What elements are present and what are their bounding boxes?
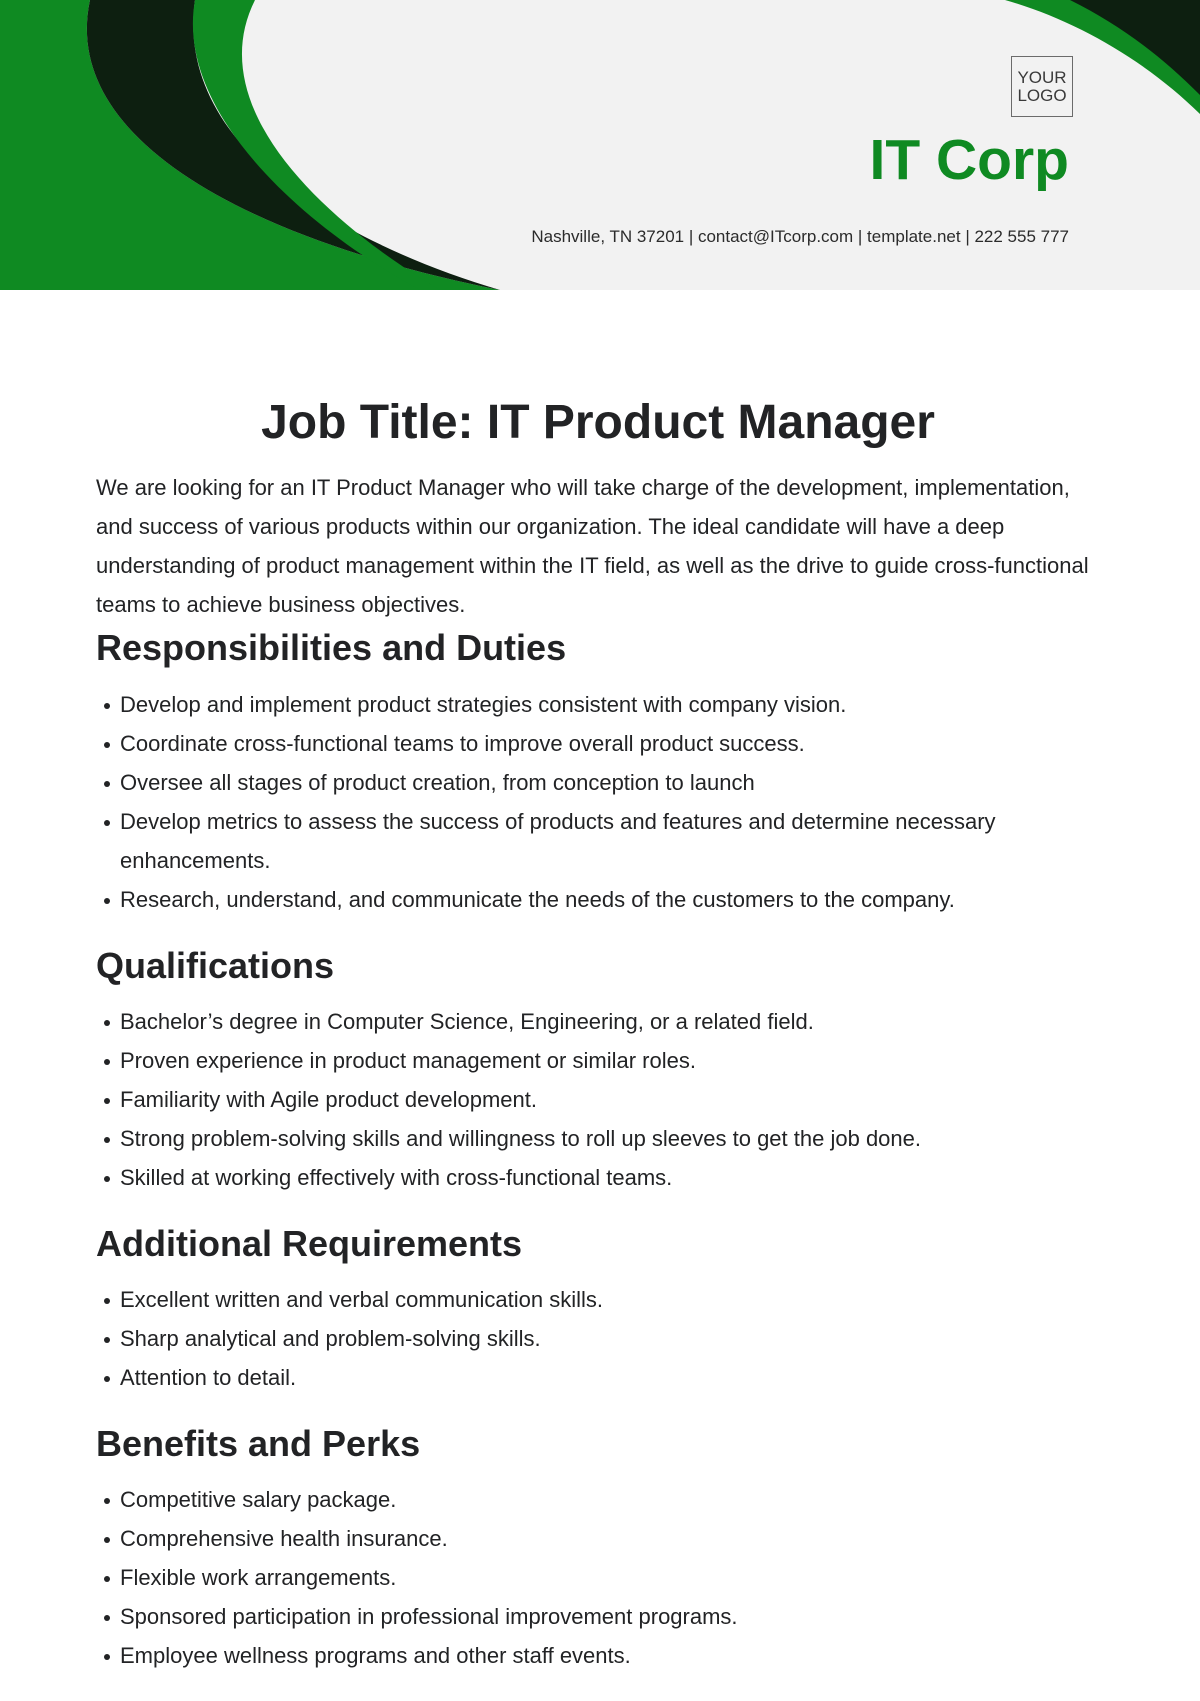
- list-item: Strong problem-solving skills and willingness to roll up sleeves to get the job done.: [96, 1119, 1100, 1158]
- list-item: Familiarity with Agile product development.: [96, 1080, 1100, 1119]
- list-item: Develop and implement product strategies consistent with company vision.: [96, 685, 1100, 724]
- benefits-section: [96, 1420, 1100, 1675]
- company-name: IT Corp: [869, 128, 1069, 192]
- list-item: Proven experience in product management or similar roles.: [96, 1041, 1100, 1080]
- company-logo-placeholder: YOUR LOGO: [1011, 56, 1073, 117]
- list-item: Research, understand, and communicate the needs of the customers to the company.: [96, 880, 1100, 919]
- header-banner: [0, 0, 1200, 290]
- additional-requirements-section: [96, 1220, 1100, 1397]
- responsibilities-list: [96, 685, 1100, 919]
- job-description-body: [96, 388, 1100, 1675]
- job-title: Job Title: IT Product Manager: [261, 396, 935, 449]
- additional-requirements-list: [96, 1280, 1100, 1397]
- list-item: Skilled at working effectively with cross-functional teams.: [96, 1158, 1100, 1197]
- list-item: Develop metrics to assess the success of products and features and determine necessary enhancements.: [96, 802, 1100, 880]
- responsibilities-section: [96, 624, 1100, 919]
- list-item: Excellent written and verbal communication skills.: [96, 1280, 1100, 1319]
- list-item: Competitive salary package.: [96, 1480, 1100, 1519]
- section-heading-qualifications: Qualifications: [96, 945, 335, 986]
- qualifications-section: [96, 942, 1100, 1197]
- list-item: Coordinate cross-functional teams to improve overall product success.: [96, 724, 1100, 763]
- list-item: Oversee all stages of product creation, from conception to launch: [96, 763, 1100, 802]
- qualifications-list: [96, 1002, 1100, 1197]
- list-item: Sharp analytical and problem-solving skills.: [96, 1319, 1100, 1358]
- list-item: Sponsored participation in professional improvement programs.: [96, 1597, 1100, 1636]
- section-heading-benefits: Benefits and Perks: [96, 1423, 421, 1464]
- benefits-list: [96, 1480, 1100, 1675]
- section-heading-additional-requirements: Additional Requirements: [96, 1223, 523, 1264]
- job-intro-paragraph: We are looking for an IT Product Manager who will take charge of the development, implementation, and success of various products within our organization. The ideal candidate will have a deep understanding of product management within the IT field, as well as the drive to guide cross-functional teams to achieve business objectives.: [96, 475, 1089, 617]
- list-item: Bachelor’s degree in Computer Science, Engineering, or a related field.: [96, 1002, 1100, 1041]
- list-item: Flexible work arrangements.: [96, 1558, 1100, 1597]
- list-item: Employee wellness programs and other staff events.: [96, 1636, 1100, 1675]
- list-item: Comprehensive health insurance.: [96, 1519, 1100, 1558]
- list-item: Attention to detail.: [96, 1358, 1100, 1397]
- section-heading-responsibilities: Responsibilities and Duties: [96, 627, 567, 668]
- contact-info: Nashville, TN 37201 | contact@ITcorp.com | template.net | 222 555 777: [531, 227, 1069, 246]
